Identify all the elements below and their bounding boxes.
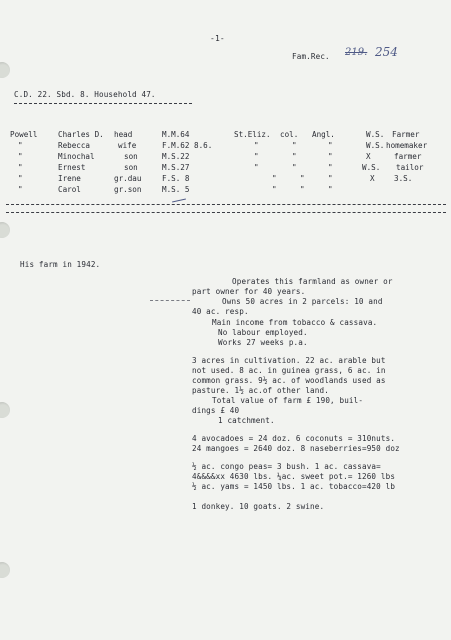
table-divider: [6, 212, 446, 213]
punch-hole: [0, 222, 10, 238]
punch-hole: [0, 402, 10, 418]
punch-hole: [0, 562, 10, 578]
household-line: C.D. 22. Sbd. 8. Household 47.: [14, 90, 156, 99]
farm-heading: His farm in 1942.: [20, 260, 101, 269]
pencil-mark: [172, 199, 186, 203]
fam-rec-label: Fam.Rec.: [292, 52, 330, 61]
handwritten-record-number: 254: [375, 45, 398, 59]
struck-record-number: 219.: [345, 47, 368, 58]
document-page: -1- Fam.Rec. 219. 254 C.D. 22. Sbd. 8. Household 47. Powell Charles D. head M.M.64 St.Eliz. col. Angl. W.S. Farmer " Rebecca wife F.M.62 8.6. " " " W.S. homemaker " Minochal son M.S.22 " " " X farmer " Ernest son M.S.27 " " " W.S. tailor " Irene gr.dau F.S. 8 " " " X 3.S. " Carol gr.son M.S. 5 " " " His farm in 1942. Operates this farmland as owner or part owner for 40 years. Owns 50 acres in 2 parcels: 10 and 40 ac. resp. Main income from tobacco & cassava. No labour employed. Works 27 weeks p.a. 3 acres in cultivation. 22 ac. arable but not used. 8 ac. in guinea grass, 6 ac. in common grass. 9½ ac. of woodlands used as pasture. 1½ ac.of other land. Total value of farm £ 190, buil- dings £ 40 1 catchment. 4 avocadoes = 24 doz. 6 coconuts = 310nuts. 24 mangoes = 2640 doz. 8 naseberries=950 doz ½ ac. congo peas= 3 bush. 1 ac. cassava= 4&&&&xx 4630 lbs. ¼ac. sweet pot.= 1260 lbs ½ ac. yams = 1450 lbs. 1 ac. tobacco=420 lb 1 donkey. 10 goats. 2 swine.: [0, 0, 451, 640]
table-divider: [6, 204, 446, 205]
paragraph-livestock: 1 donkey. 10 goats. 2 swine.: [192, 502, 325, 511]
punch-hole: [0, 62, 10, 78]
household-underline: [14, 103, 192, 104]
page-number: -1-: [210, 34, 225, 43]
pencil-line: [150, 300, 190, 301]
